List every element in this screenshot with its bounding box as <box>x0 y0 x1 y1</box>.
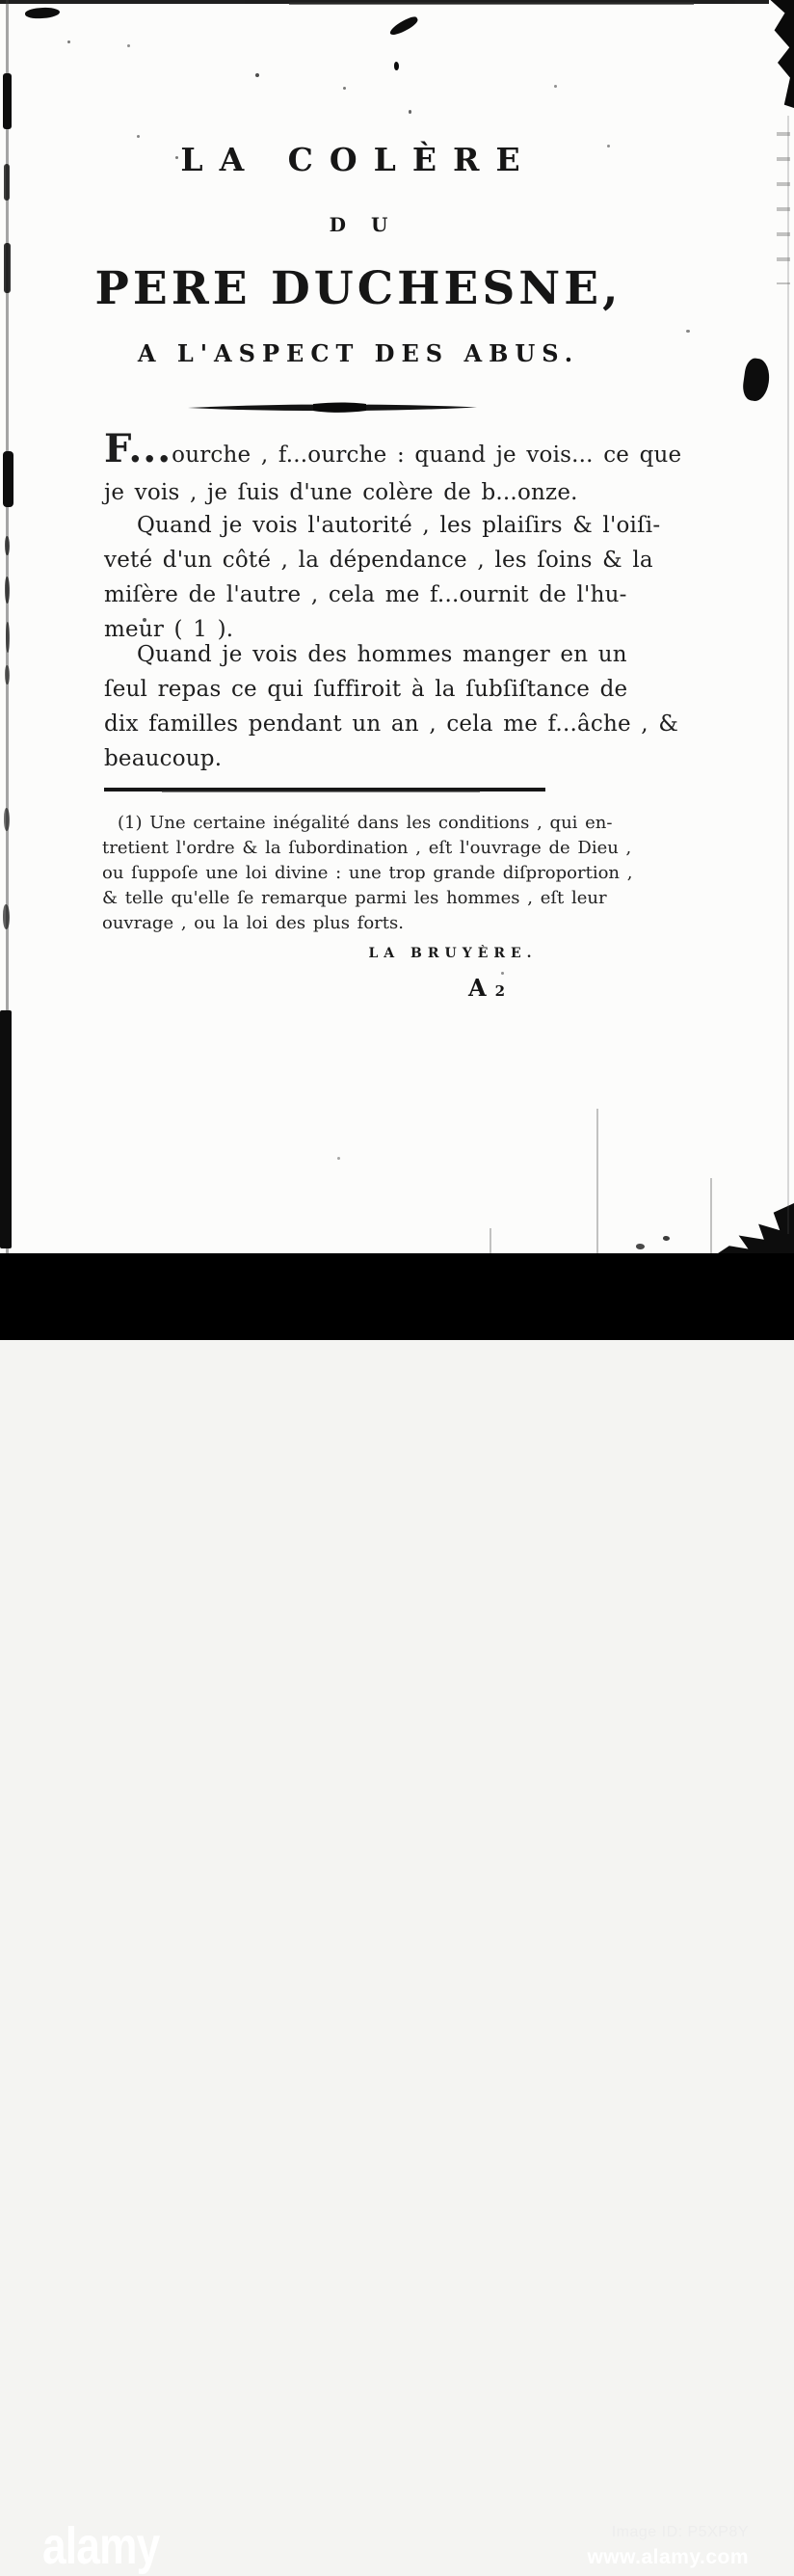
text-line: je vois , je ſuis d'une colère de b...onze. <box>104 480 578 505</box>
signature-mark <box>468 974 505 1002</box>
gutter-shadow-band <box>0 1010 12 1248</box>
text-line: Quand je vois des hommes manger en un <box>137 642 627 667</box>
scan-edge-line <box>787 116 789 1234</box>
scratch-line <box>710 1178 712 1253</box>
page-title-line1: LA COLÈRE <box>180 141 537 178</box>
body-paragraph-2 <box>104 508 661 647</box>
ink-speck <box>137 135 140 138</box>
gutter-mark <box>4 808 10 831</box>
text-line: ſeul repas ce qui ſuffiroit à la ſubſiſtance de <box>104 677 628 702</box>
text-line: F...ourche , f...ourche : quand je vois... ce que <box>104 426 682 471</box>
body-paragraph-1 <box>104 426 682 512</box>
pen-flick-mark <box>388 14 420 38</box>
image-id-text: Image ID: P5XP8Y <box>611 2524 749 2540</box>
ink-blot-right-margin <box>741 357 772 402</box>
gutter-mark <box>3 904 10 929</box>
page-subtitle: A L'ASPECT DES ABUS. <box>137 339 580 367</box>
ink-blot <box>25 7 61 19</box>
page-top-border <box>0 0 769 4</box>
body-paragraph-3 <box>104 637 678 776</box>
footnote-line: tretient l'ordre & la ſubordination , eſt l'ouvrage de Dieu , <box>102 838 632 858</box>
text-line: veté d'un côté , la dépendance , les ſoins & la <box>104 548 653 573</box>
ink-dot <box>636 1244 645 1249</box>
ink-speck <box>67 40 70 43</box>
ink-speck <box>554 85 557 88</box>
gutter-mark <box>6 622 10 653</box>
gutter-mark <box>5 536 10 555</box>
signature-number: 2 <box>494 982 506 1000</box>
text-line: dix familles pendant un an , cela me f...âche , & <box>104 711 678 737</box>
watermark-info <box>587 2524 749 2569</box>
gutter-mark <box>5 577 10 604</box>
scratch-line <box>596 1109 598 1253</box>
ink-speck <box>127 44 130 47</box>
ink-dot <box>394 62 399 70</box>
corner-ink-blotch <box>715 1203 794 1255</box>
gutter-mark <box>3 73 12 129</box>
torn-edge-mark <box>761 0 794 108</box>
footnote <box>102 811 642 936</box>
signature-letter: A <box>468 974 487 1002</box>
gutter-mark <box>4 164 10 201</box>
ink-speck <box>255 73 259 77</box>
ink-speck <box>409 110 411 114</box>
gutter-mark <box>4 243 11 293</box>
gutter-mark <box>3 451 13 507</box>
text-line: meur ( 1 ). <box>104 617 234 642</box>
ornament-rule <box>188 399 477 416</box>
text-line: Quand je vois l'autorité , les plaiſirs & l'oiſi- <box>137 513 661 538</box>
footnote-line: & telle qu'elle ſe remarque parmi les hommes , eſt leur <box>102 888 607 908</box>
ink-speck <box>337 1157 340 1160</box>
alamy-logo: alamy <box>42 2517 160 2575</box>
footnote-line: (1) Une certaine inégalité dans les conditions , qui en- <box>118 813 613 833</box>
watermark-bar <box>0 1253 794 2575</box>
page-title-line3: PERE DUCHESNE, <box>94 262 622 315</box>
text-line: miſère de l'autre , cela me f...ournit de l'hu- <box>104 582 627 607</box>
attribution: LA BRUYÈRE. <box>368 946 538 961</box>
footnote-line: ouvrage , ou la loi des plus forts. <box>102 913 404 933</box>
gutter-mark <box>5 665 10 684</box>
scratch-line <box>490 1228 491 1253</box>
alamy-url: www.alamy.com <box>587 2546 749 2568</box>
ink-speck <box>343 87 346 90</box>
ink-speck <box>686 330 690 333</box>
page-title-line2: DU <box>329 213 413 236</box>
footnote-line: ou ſuppoſe une loi divine : une trop grande diſproportion , <box>102 863 633 883</box>
footnote-rule <box>104 788 545 792</box>
text-line: beaucoup. <box>104 746 223 771</box>
ink-dot <box>663 1236 670 1241</box>
